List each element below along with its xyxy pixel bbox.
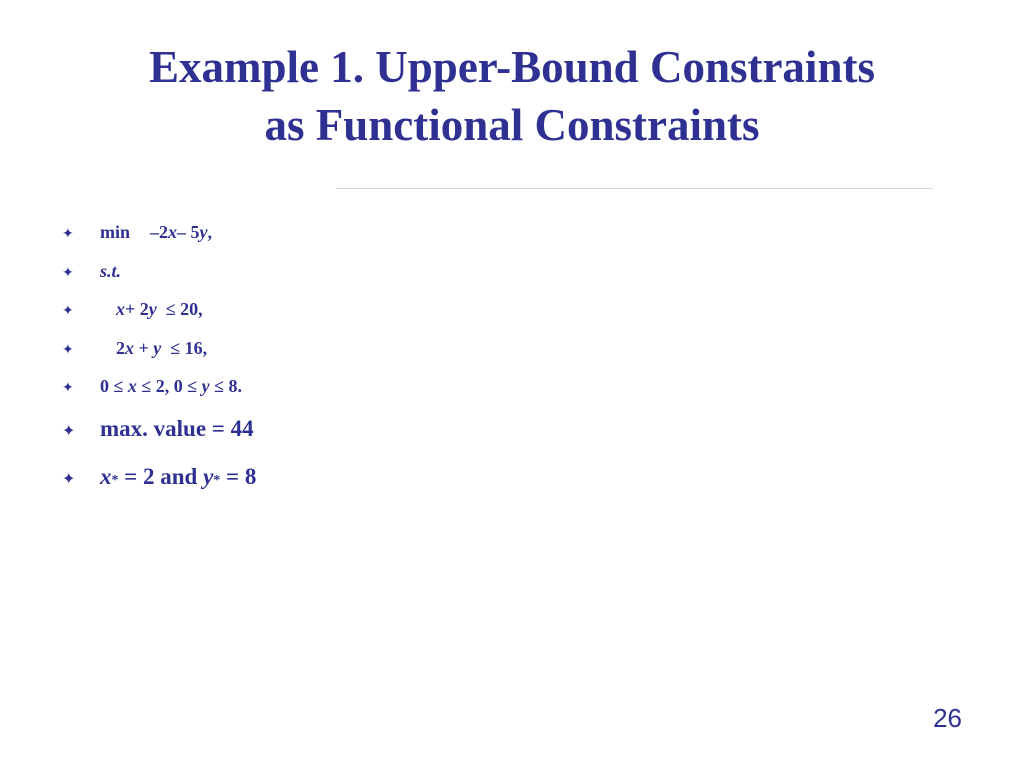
constraint-2-row xyxy=(62,338,207,359)
max-value-row xyxy=(62,416,254,442)
objective-var-y: y xyxy=(199,222,208,242)
bounds-b: ≤ 2, 0 ≤ xyxy=(136,376,202,396)
optimal-mid: = 2 and xyxy=(118,464,204,489)
bullet-icon: ✦ xyxy=(62,303,74,319)
objective-end: , xyxy=(207,222,213,242)
constraint-1-row xyxy=(62,299,203,320)
bounds-a: 0 ≤ xyxy=(100,376,128,396)
objective-var-x: x xyxy=(168,222,178,242)
bounds-x: x xyxy=(127,376,137,396)
constraint-1-mid: + 2 xyxy=(125,299,149,319)
bullet-icon: ✦ xyxy=(62,265,74,281)
bullet-icon: ✦ xyxy=(62,421,76,440)
subject-to-row xyxy=(62,261,121,282)
subject-to-label: s.t. xyxy=(100,261,122,281)
bounds-row xyxy=(62,376,242,397)
optimal-x: x xyxy=(100,464,112,489)
bullet-icon: ✦ xyxy=(62,469,76,488)
page-number: 26 xyxy=(933,703,962,733)
bullet-icon: ✦ xyxy=(62,380,74,396)
constraint-2-x: x xyxy=(125,338,134,358)
objective-coef-y: – 5 xyxy=(177,222,200,242)
objective-coef-x: –2 xyxy=(150,222,169,242)
constraint-1-y: y xyxy=(148,299,157,319)
objective-row xyxy=(62,222,212,243)
optimal-y-star: * xyxy=(213,472,221,487)
bullet-icon: ✦ xyxy=(62,226,74,242)
bullet-icon: ✦ xyxy=(62,342,74,358)
title-line-2: as Functional Constraints xyxy=(264,100,760,150)
constraint-2-coef: 2 xyxy=(116,338,125,358)
optimal-solution-row xyxy=(62,464,256,490)
objective-min: min xyxy=(100,222,131,242)
constraint-2-rhs: ≤ 16, xyxy=(161,338,208,358)
optimal-y: y xyxy=(203,464,214,489)
constraint-2-y: y xyxy=(153,338,162,358)
constraint-1-x: x xyxy=(116,299,125,319)
bounds-c: ≤ 8. xyxy=(209,376,243,396)
max-value-text: max. value = 44 xyxy=(100,416,254,441)
bounds-y: y xyxy=(201,376,210,396)
constraint-2-mid: + xyxy=(134,338,154,358)
optimal-x-star: * xyxy=(111,472,119,487)
constraint-1-rhs: ≤ 20, xyxy=(156,299,203,319)
optimal-end: = 8 xyxy=(220,464,257,489)
title-divider xyxy=(336,188,933,189)
slide-title xyxy=(60,38,964,154)
title-line-1: Example 1. Upper-Bound Constraints xyxy=(149,42,875,92)
